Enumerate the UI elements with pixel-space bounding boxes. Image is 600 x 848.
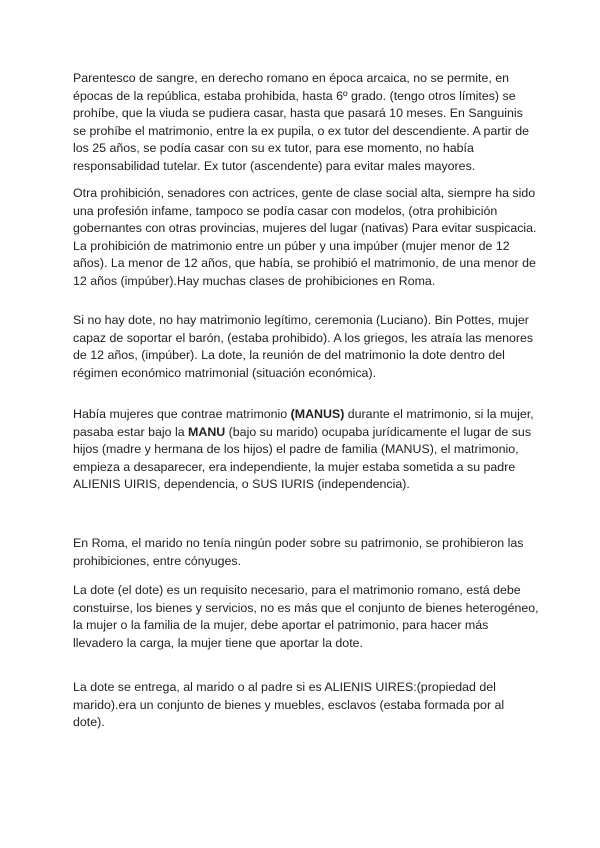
text-line: la mujer o la familia de la mujer, debe aportar el patrimonio, para hacer más — [73, 618, 489, 633]
text-line: gobernantes con otras provincias, mujeres del lugar (nativas) Para evitar suspicacia. — [73, 221, 537, 236]
text-line: régimen económico matrimonial (situación económica). — [73, 365, 377, 380]
text-line: La prohibición de matrimonio entre un púber y una impúber (mujer menor de 12 — [73, 238, 510, 253]
text-line: constuirse, los bienes y servicios, no es más que el conjunto de bienes heterogéneo, — [73, 600, 539, 615]
paragraph-husband-patrimony — [73, 535, 535, 570]
text-line: La dote se entrega, al marido o al padre si es ALIENIS UIRES:(propiedad del — [73, 680, 496, 694]
text-line: En Roma, el marido no tenía ningún poder sobre su patrimonio, se prohibieron las — [73, 536, 524, 550]
text-line: se prohíbe el matrimonio, entre la ex pupila, o ex tutor del descendiente. A partir de — [73, 123, 529, 138]
text-segment: pasaba estar bajo la — [73, 424, 189, 439]
text-line: La dote (el dote) es un requisito necesario, para el matrimonio romano, está debe — [73, 583, 521, 597]
text-line: épocas de la república, estaba prohibida, hasta 6º grado. (tengo otros límites) se — [73, 88, 516, 103]
text-line: los 25 años, se podía casar con su ex tutor, para ese momento, no había — [73, 141, 474, 156]
bold-term: MANU — [188, 424, 226, 439]
paragraph-dowry-delivery — [73, 679, 535, 732]
text-line: Si no hay dote, no hay matrimonio legítimo, ceremonia (Luciano). Bin Pottes, mujer — [73, 313, 529, 327]
text-line: Parentesco de sangre, en derecho romano en época arcaica, no se permite, en — [73, 71, 510, 85]
bold-term: (MANUS) — [290, 407, 345, 421]
text-line: capaz de soportar el barón, (estaba prohibido). A los griegos, les atraía las menores — [73, 330, 534, 345]
text-line: responsabilidad tutelar. Ex tutor (ascendente) para evitar males mayores. — [73, 158, 476, 173]
text-segment: (bajo su marido) ocupaba jurídicamente el lugar de sus — [225, 424, 532, 439]
paragraph-consanguinity — [73, 70, 535, 176]
text-line: empieza a desaparecer, era independiente, la mujer estaba sometida a su padre — [73, 459, 516, 474]
text-line: una profesión infame, tampoco se podía casar con modelos, (otra prohibición — [73, 203, 498, 218]
text-line: 12 años (impúber).Hay muchas clases de prohibiciones en Roma. — [73, 273, 436, 288]
text-line: hijos (madre y hermana de los hijos) el padre de familia (MANUS), el matrimonio, — [73, 442, 519, 457]
text-line: Otra prohibición, senadores con actrices, gente de clase social alta, siempre ha sido — [73, 186, 536, 200]
text-line: llevadero la carga, la mujer tiene que aportar la dote. — [73, 635, 363, 650]
text-line: marido).era un conjunto de bienes y muebles, esclavos (estaba formada por al — [73, 697, 505, 712]
text-line: prohibiciones, entre cónyuges. — [73, 553, 242, 568]
text-line — [73, 424, 535, 442]
paragraph-other-prohibitions — [73, 185, 535, 291]
text-line: años). La menor de 12 años, que había, se prohibió el matrimonio, de una menor de — [73, 256, 536, 271]
text-segment: durante el matrimonio, si la mujer, — [344, 407, 534, 421]
paragraph-manus — [73, 406, 535, 494]
text-line: dote). — [73, 715, 105, 730]
text-line: prohíbe, que la viuda se pudiera casar, hasta que pasará 10 meses. En Sanguinis — [73, 106, 523, 121]
text-line — [73, 406, 535, 424]
text-segment: Había mujeres que contrae matrimonio — [73, 407, 291, 421]
text-line: ALIENIS UIRIS, dependencia, o SUS IURIS (independencia). — [73, 477, 410, 492]
paragraph-dowry-requirement — [73, 582, 539, 652]
text-line: de 12 años, (impúber). La dote, la reunión de del matrimonio la dote dentro del — [73, 348, 505, 363]
paragraph-dowry-ceremony — [73, 312, 535, 382]
